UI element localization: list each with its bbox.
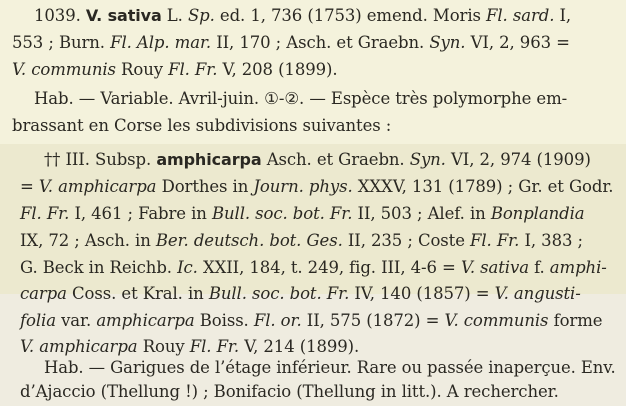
synonym: carpa [20,284,67,303]
text: Dorthes in [156,177,254,196]
text: G. Beck in Reichb. [20,258,178,277]
citation: Fl. Alp. mar. [110,33,212,52]
citation: Fl. or. [253,311,302,330]
citation: Syn. [409,150,446,169]
habitat-line: Hab. — Variable. Avril-juin. ①-②. — Espèce très polymorphe em- [34,89,568,108]
text: IV, 140 (1857) = [349,284,495,303]
citation: Ic. [177,258,198,277]
species-name: V. sativa [85,6,162,25]
subsp-line [20,284,581,304]
entry-line [12,60,338,80]
text: I, [554,6,572,25]
synonym: V. sativa [460,258,529,277]
text: II, 235 ; Coste [342,231,471,250]
entry-line [12,33,570,53]
subsp-line [20,258,607,278]
text: = [20,177,39,196]
citation: Bonplandia [490,204,585,223]
habitat-line: d’Ajaccio (Thellung !) ; Bonifacio (Thellung in litt.). A rechercher. [20,382,559,401]
citation: Journ. phys. [253,177,353,196]
subsp-line [20,311,602,331]
citation: Ber. deutsch. bot. Ges. [155,231,343,250]
synonym: folia [20,311,56,330]
text: VI, 2, 963 = [465,33,570,52]
subsp-line [44,150,591,170]
synonym: V. communis [444,311,549,330]
synonym: V. amphicarpa [38,177,157,196]
text: ed. 1, 736 (1753) emend. Moris [214,6,487,25]
synonym: V. communis [12,60,116,79]
synonym: V. amphicarpa [20,337,138,356]
citation: Bull. soc. bot. Fr. [211,204,353,223]
entry-line [34,6,571,26]
subspecies-name: amphicarpa [156,150,262,169]
subsp-line [20,231,583,251]
text: V, 208 (1899). [217,60,338,79]
text: VI, 2, 974 (1909) [445,150,591,169]
citation: Fl. Fr. [470,231,520,250]
text: Coss. et Kral. in [66,284,209,303]
text: Rouy [115,60,169,79]
text: forme [548,311,603,330]
habitat-line: Hab. — Garigues de l’étage inférieur. Rare ou passée inaperçue. Env. [44,358,616,377]
citation: Fl. Fr. [168,60,218,79]
text: II, 503 ; Alef. in [352,204,491,223]
text: V, 214 (1899). [239,337,360,356]
text: Asch. et Graebn. [261,150,410,169]
subsp-line [20,204,585,224]
synonym: amphi- [549,258,607,277]
text: Boiss. [194,311,254,330]
subsp-line [20,177,613,197]
synonym: amphicarpa [96,311,195,330]
text: var. [55,311,97,330]
citation: Syn. [429,33,466,52]
text: 553 ; Burn. [12,33,111,52]
text: XXII, 184, t. 249, fig. III, 4-6 = [197,258,461,277]
text: Rouy [137,337,190,356]
citation: Fl. Fr. [20,204,70,223]
text: II, 575 (1872) = [301,311,445,330]
text: I, 461 ; Fabre in [69,204,212,223]
citation: Bull. soc. bot. Fr. [208,284,350,303]
habitat-line: brassant en Corse les subdivisions suivantes : [12,116,392,135]
citation: Fl. sard. [486,6,555,25]
text: L. [161,6,188,25]
text: f. [528,258,550,277]
entry-number: 1039. [34,6,81,25]
citation: Fl. Fr. [189,337,240,356]
text: I, 383 ; [519,231,583,250]
text: †† III. Subsp. [44,150,157,169]
text: IX, 72 ; Asch. in [20,231,156,250]
synonym: V. angusti- [494,284,581,303]
text: XXXV, 131 (1789) ; Gr. et Godr. [352,177,614,196]
text: II, 170 ; Asch. et Graebn. [211,33,430,52]
subsp-line [20,337,359,357]
citation: Sp. [187,6,215,25]
